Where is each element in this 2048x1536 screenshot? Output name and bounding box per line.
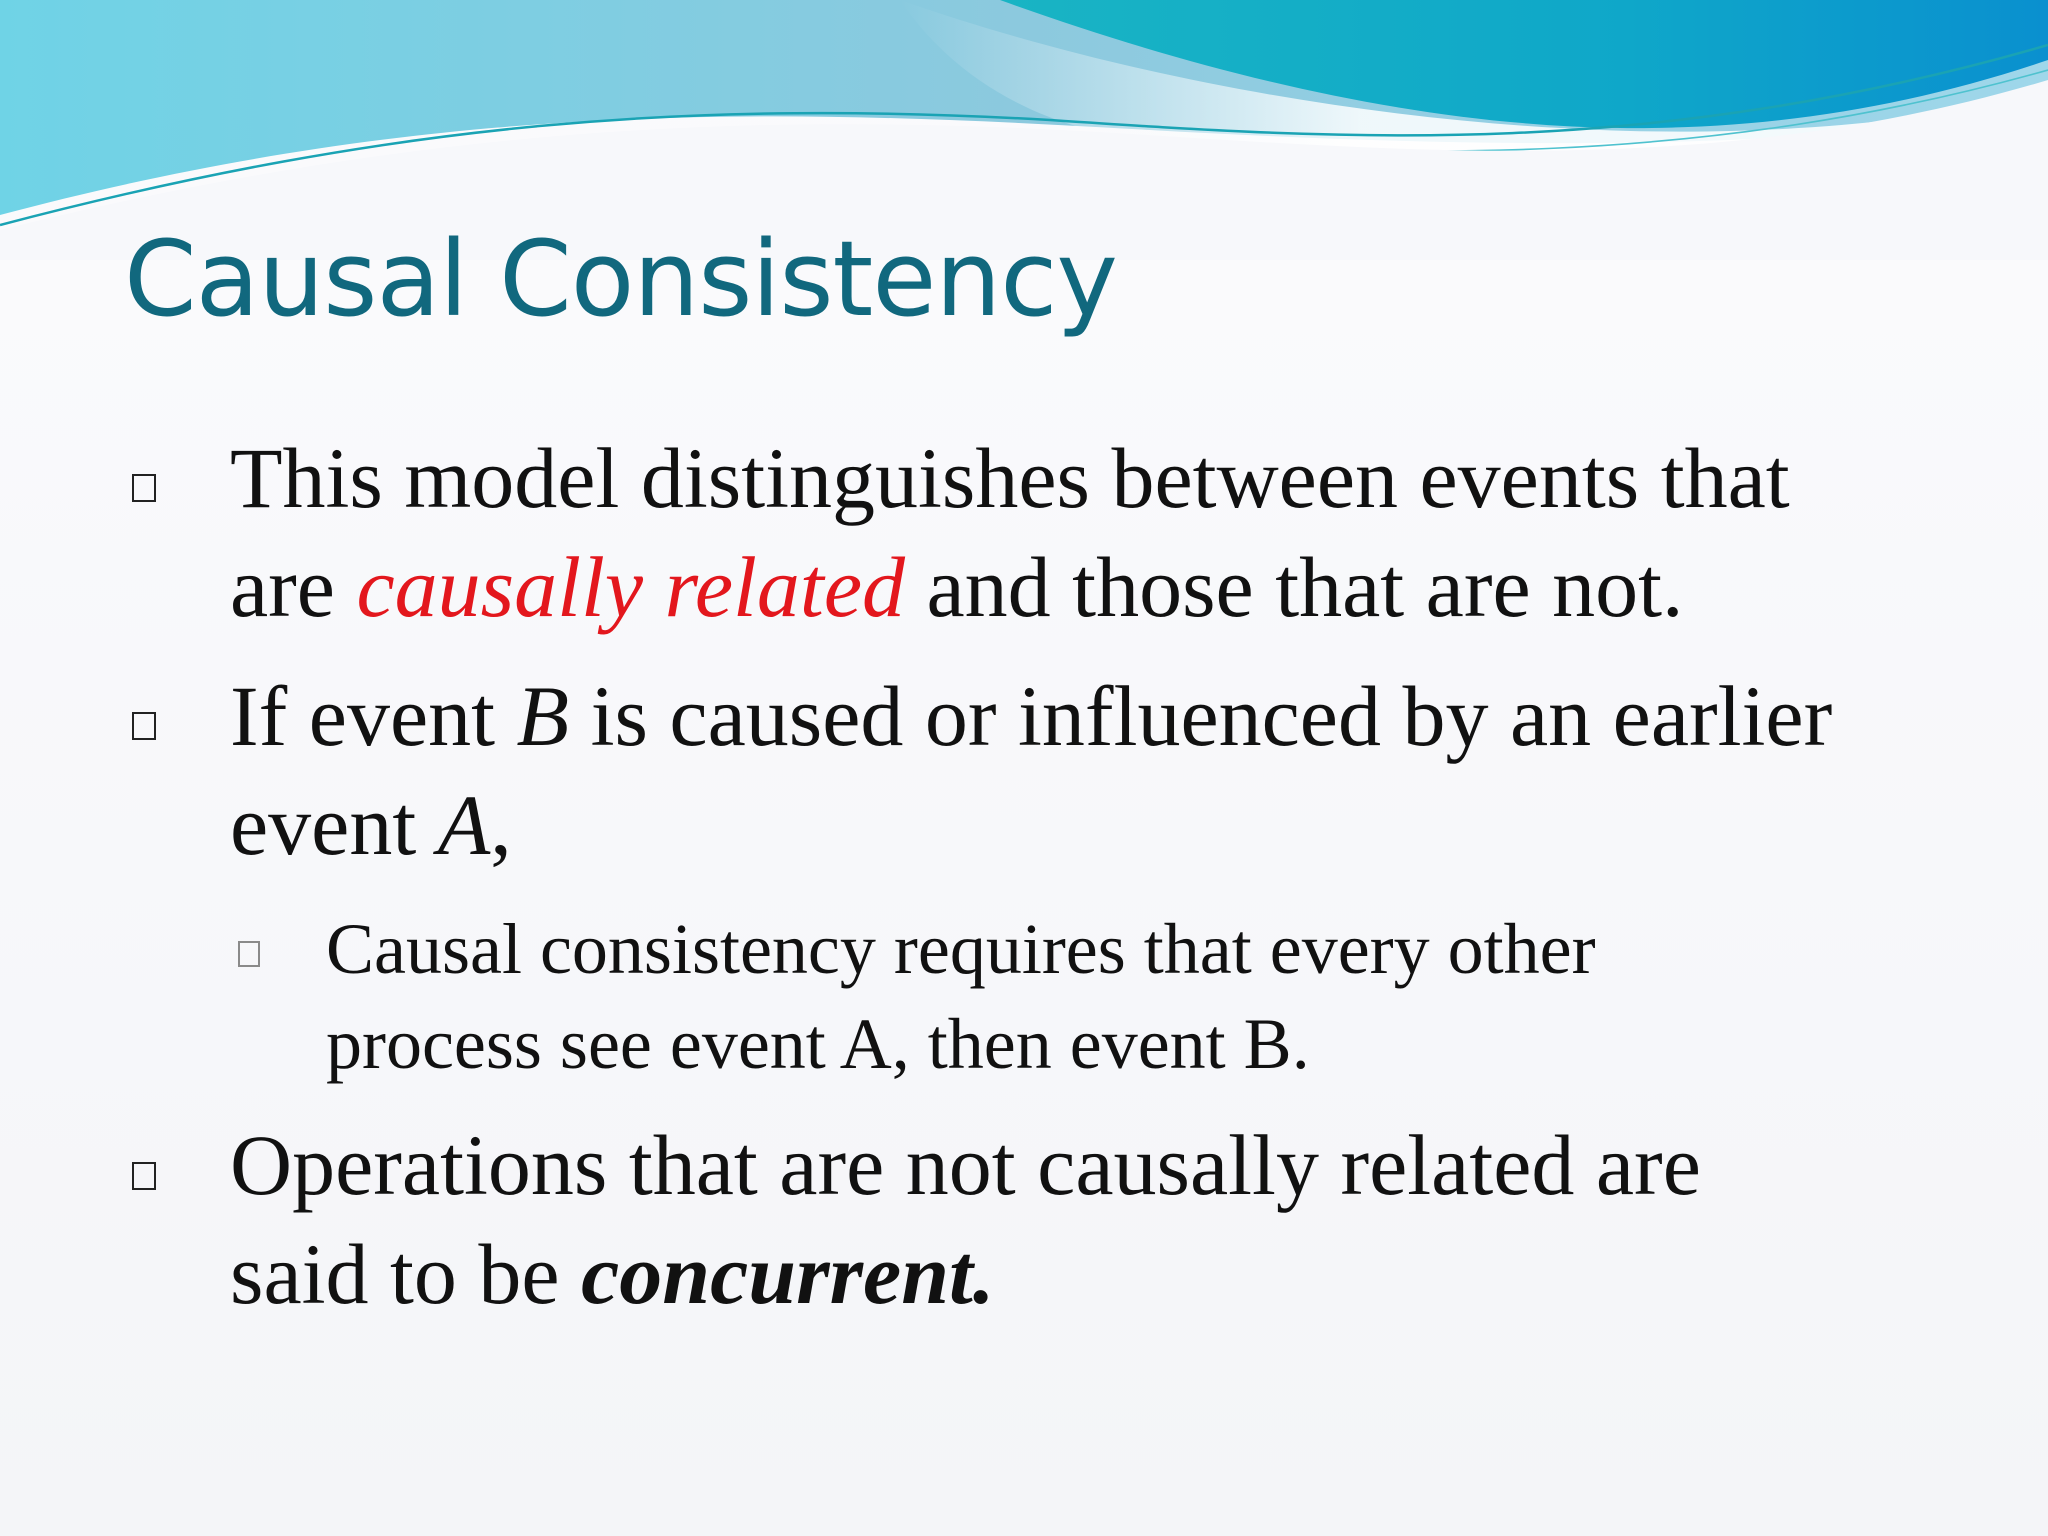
variable-b: B <box>516 668 570 764</box>
variable-a: A <box>437 777 491 873</box>
bullet-marker-icon <box>132 712 156 740</box>
bullet-line <box>230 662 1990 771</box>
bullet-marker-icon <box>132 1162 156 1190</box>
bullet-item <box>230 1111 1990 1329</box>
bullet-line: Causal consistency requires that every other <box>326 909 1596 989</box>
bullet-text: and those that are not. <box>905 539 1684 635</box>
bullet-line <box>230 771 1990 880</box>
slide-title: Causal Consistency <box>124 218 1117 340</box>
sub-bullet-marker-icon <box>238 941 260 967</box>
bullet-marker-icon <box>132 474 156 502</box>
bullet-text: If event <box>230 668 517 764</box>
bullet-line: This model distinguishes between events that <box>230 430 1790 526</box>
sub-bullet-item <box>326 902 1946 1092</box>
bullet-text: , <box>490 777 512 873</box>
emphasis-causally-related: causally related <box>356 539 905 635</box>
emphasis-concurrent: concurrent. <box>581 1226 995 1322</box>
bullet-line <box>230 533 1990 642</box>
bullet-item <box>230 424 1990 642</box>
bullet-item <box>230 662 1990 880</box>
bullet-text: said to be <box>230 1226 582 1322</box>
bullet-text: is caused or influenced by an earlier <box>569 668 1833 764</box>
bullet-text: event <box>230 777 438 873</box>
bullet-text: are <box>230 539 357 635</box>
bullet-line: process see event A, then event B. <box>326 1004 1310 1084</box>
bullet-line <box>230 1220 1990 1329</box>
bullet-line: Operations that are not causally related are <box>230 1117 1701 1213</box>
